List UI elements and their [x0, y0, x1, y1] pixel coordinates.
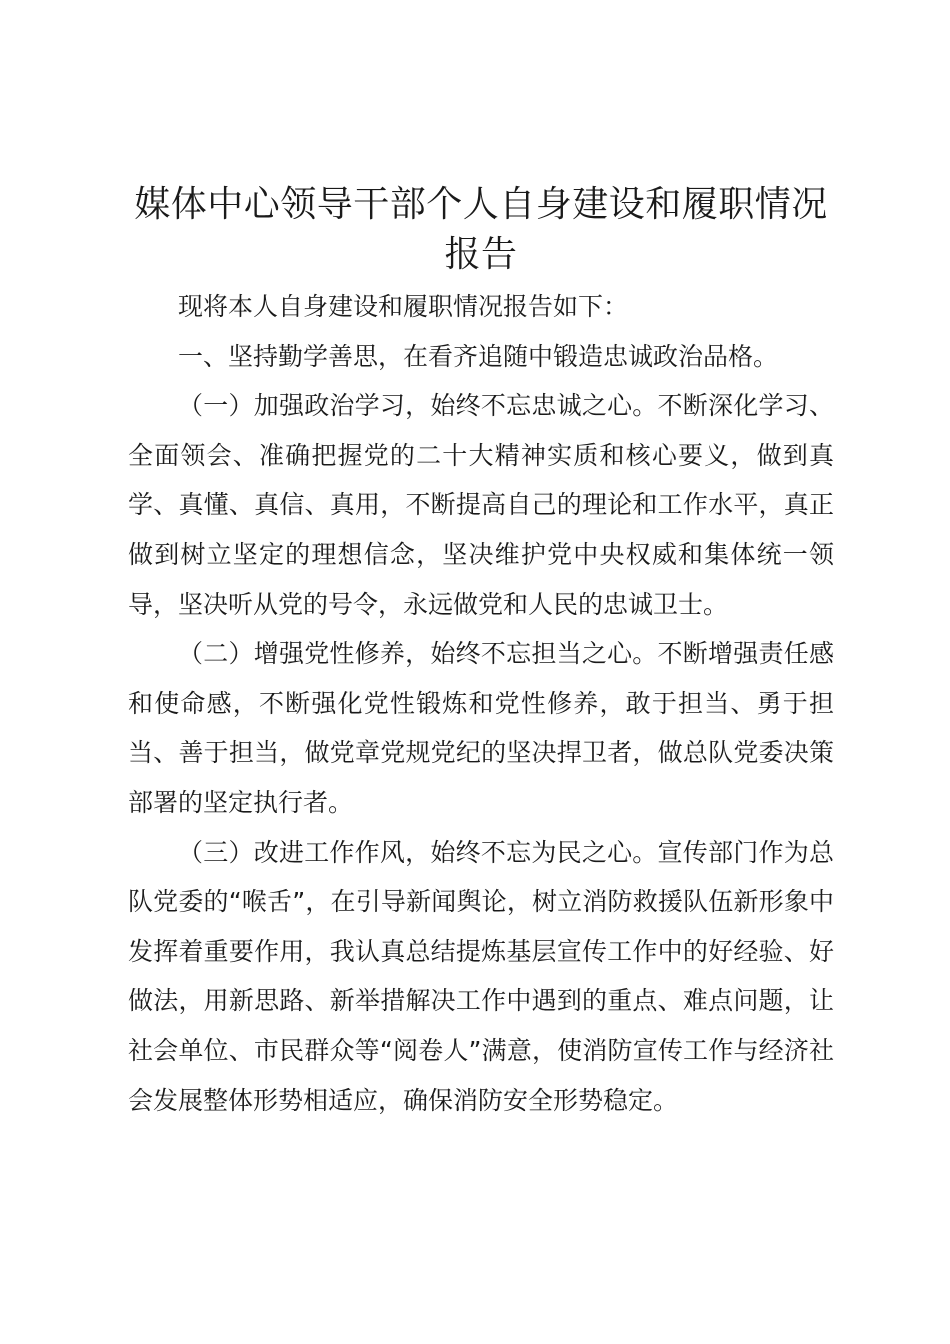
document-title: 媒体中心领导干部个人自身建设和履职情况报告: [134, 184, 828, 275]
paragraph-1: （一）加强政治学习，始终不忘忠诚之心。不断深化学习、全面领会、准确把握党的二十大精神实质和核心要义，做到真学、真懂、真信、真用，不断提高自己的理论和工作水平，真正做到树立坚定的理想信念，坚决维护党中央权威和集体统一领导，坚决听从党的号令，永远做党和人民的忠诚卫士。: [128, 391, 834, 619]
section-heading: 一、坚持勤学善思，在看齐追随中锻造忠诚政治品格。: [178, 341, 779, 371]
intro-paragraph: 现将本人自身建设和履职情况报告如下：: [178, 292, 629, 321]
paragraph-3: （三）改进工作作风，始终不忘为民之心。宣传部门作为总队党委的“喉舌”，在引导新闻舆论，树立消防救援队伍新形象中发挥着重要作用，我认真总结提炼基层宣传工作中的好经验、好做法，用新思路、新举措解决工作中遇到的重点、难点问题，让社会单位、市民群众等“阅卷人”满意，使消防宣传工作与经济社会发展整体形势相适应，确保消防安全形势稳定。: [128, 837, 834, 1115]
document-body: [128, 282, 834, 1125]
paragraph-2: （二）增强党性修养，始终不忘担当之心。不断增强责任感和使命感，不断强化党性锻炼和党性修养，敢于担当、勇于担当、善于担当，做党章党规党纪的坚决捍卫者，做总队党委决策部署的坚定执行者。: [128, 639, 834, 817]
